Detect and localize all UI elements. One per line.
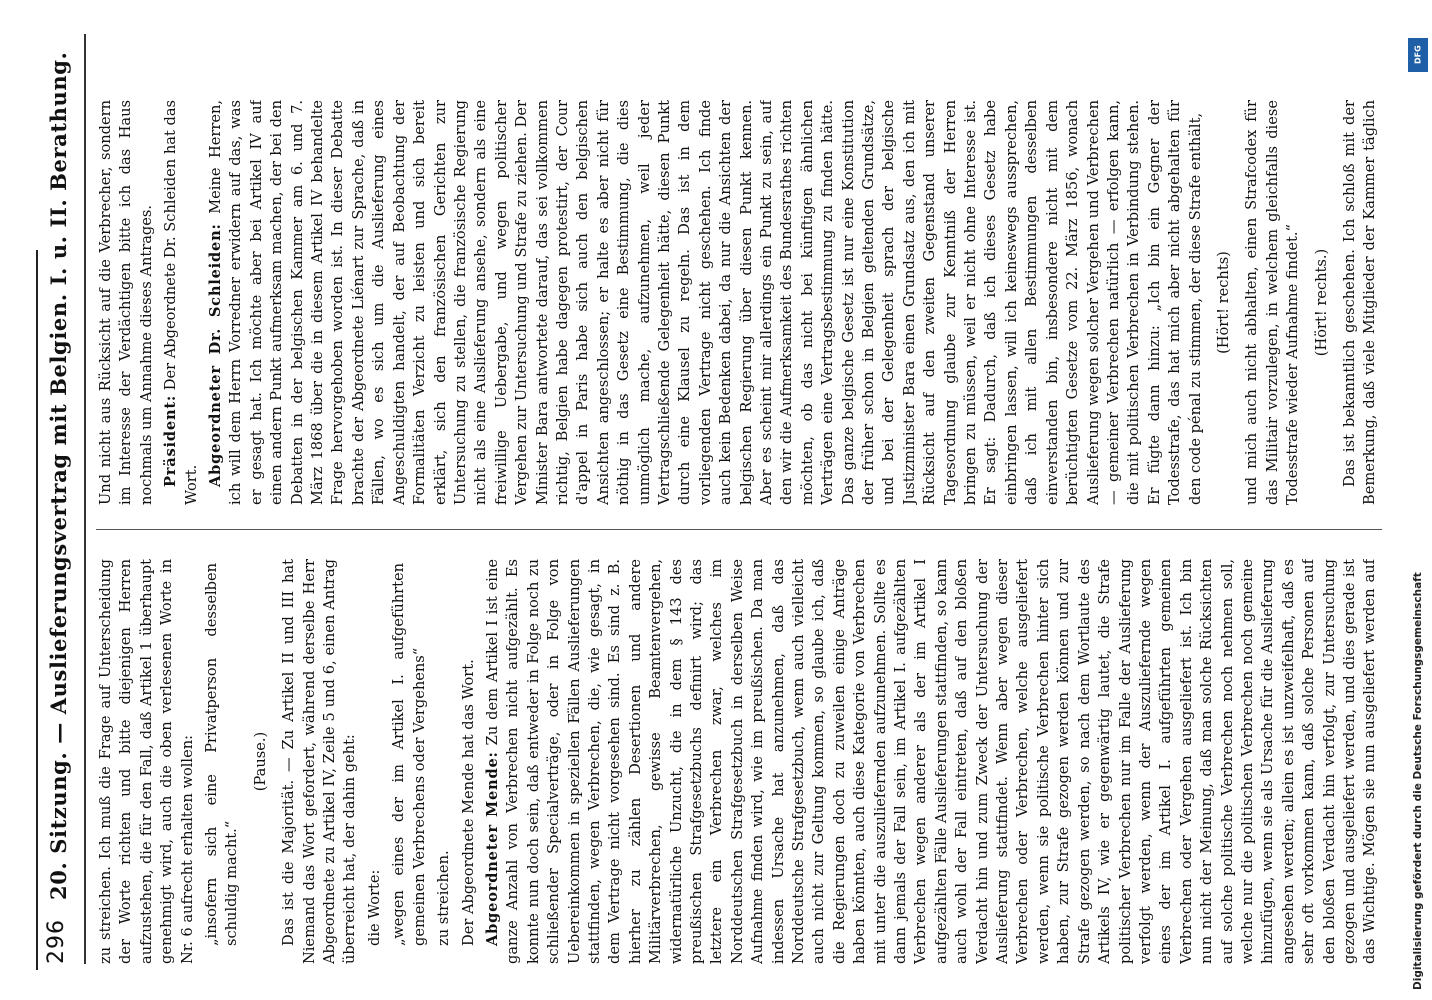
speech-paragraph <box>161 100 202 505</box>
right-column <box>96 100 1382 505</box>
speech-text: Zu dem Artikel I ist eine ganze Anzahl von Verbrechen nicht aufgezählt. Es konnte nun doch sein, daß entweder in Folge noch zu schließender Specialverträge, oder in Folge von Uebereinkommen in speziellen Fällen Auslieferungen stattfinden, wegen Verbrechen, die, wie gesagt, in dem Vertrage nicht vorgesehen sind. Es sind z. B. hierher zu zählen Desertionen und andere Militärverbrechen, gewisse Beamtenvergehen, widernatürliche Unzucht, die in dem § 143 des preußischen Strafgesetzbuchs definirt wird; das letztere ein Verbrechen zwar, welches im Norddeutschen Strafgesetzbuch in derselben Weise Aufnahme finden wird, wie im preußischen. Da man indessen Ursache hat anzunehmen, daß das Norddeutsche Strafgesetzbuch, wenn auch vielleicht auch nicht zur Geltung kommen, so glaube ich, daß die Regierungen doch zu zuweilen einige Anträge haben könnten, auch diese Kategorie von Verbrechen mit unter die auszuliefernden aufzunehmen. Sollte es dann jemals der Fall sein, im Artikel I. aufgezählten Verbrechen wegen anderer als der im Artikel I aufgezählten Fälle Auslieferungen stattfinden, so kann auch wohl der Fall eintreten, daß auf den bloßen Verdacht hin und zum Zweck der Untersuchung der Auslieferung stattfindet. Wenn aber wegen dieser Verbrechen oder Verbrechen, welche ausgeliefert werden, wenn sie politische Verbrechen hinter sich haben, zur Strafe gezogen werden können und zur Strafe gezogen werden, so nach dem Wortlaute des Artikels IV, wie er gegenwärtig lautet, die Strafe politischer Verbrechen nur im Falle der Auslieferung verfolgt werden, wenn der Auszuliefernde wegen eines der im Artikel I. aufgeführten gemeinen Verbrechen oder Vergehen ausgeliefert ist. Ich bin nun nicht der Meinung, daß man solche Rücksichten auf solche politische Verbrechen noch nehmen soll, welche nur die politischen Verbrechen noch gemeine hinzufügen, wenn sie als Ursache für die Auslieferung angesehen werden; allein es ist unzweifelhaft, daß es sehr oft vorkommen kann, daß solche Personen auf den bloßen Verdacht hin verfolgt, zur Untersuchung gezogen und ausgeliefert werden, und dies gerade ist das Wichtige. Mögen sie nun ausgeliefert werden auf <box>483 559 1379 964</box>
paragraph: die Worte: <box>365 869 383 946</box>
speaker-name: Präsident: <box>162 394 180 487</box>
header-rule <box>84 34 86 964</box>
stage-direction: (Pause.) <box>251 731 269 792</box>
top-rule <box>36 250 38 970</box>
stage-direction: (Hört! rechts.) <box>1312 248 1330 357</box>
paragraph: Das ist die Majorität. — Zu Artikel II und III hat Niemand das Wort gefordert, während derselbe Herr Abgeordnete zu Artikel IV, Zeile 5 und 6, einen Antrag überreicht hat, der dahin geht: <box>280 559 359 964</box>
speech-paragraph <box>206 100 1206 505</box>
quoted-text: „insofern sich eine Privatperson desselben schuldig macht.“ <box>203 563 241 946</box>
speech-text: Meine Herren, ich will dem Herrn Vorredner erwidern auf das, was er gesagt hat. Ich möchte aber bei Artikel IV auf einen andern Punkt aufmerksam machen, der bei den Debatten in der belgischen Kammer am 6. und 7. März 1868 über die in diesem Artikel IV behandelte Frage hervorgehoben worden ist. In dieser Debatte brachte der Abgeordnete Liénart zur Sprache, daß in Fällen, wo es sich um die Auslieferung eines Angeschuldigten handelt, der auf Beobachtung der Formalitäten Verzicht zu leisten und sich bereit erklärt, sich den französischen Gerichten zur Untersuchung zu stellen, die französische Regierung nicht als eine Auslieferung ansehe, sondern als eine freiwillige Uebergabe, und wegen politischer Vergehen zur Untersuchung und Strafe zu ziehen. Der Minister Bara antwortete darauf, das sei vollkommen richtig, Belgien habe dagegen protestirt, der Cour d'appel in Paris habe sich auch den belgischen Ansichten angeschlossen; er halte es aber nicht für nöthig in das Gesetz eine Bestimmung, die dies unmöglich mache, aufzunehmen, weil jeder Vertragschließende Gelegenheit hätte, diesen Punkt durch eine Klausel zu regeln. Das ist in dem vorliegenden Vertrage nicht geschehen. Ich finde auch kein Bedenken dabei, da nur die Ansichten der belgischen Regierung über diesen Punkt kennen. Aber es scheint mir allerdings ein Punkt zu sein, auf den wir die Aufmerksamkeit des Bundesrathes richten möchten, ob das nicht bei künftigen ähnlichen Verträgen eine Vertragsbestimmung zu finden hätte. Das ganze belgische Gesetz ist nur eine Konstitution der früher schon in Belgien geltenden Grundsätze, und bei der Gelegenheit sprach der belgische Justizminister Bara einen Grundsatz aus, den ich mit Rücksicht auf den zweiten Gegenstand unserer Tagesordnung glaube zur Kenntniß der Herren bringen zu müssen, weil er nicht ohne Interesse ist. Er sagt: Dadurch, daß ich dieses Gesetz habe einbringen lassen, will ich keineswegs aussprechen, daß ich mit allen Bestimmungen desselben einverstanden bin, insbesondere nicht mit dem berüchtigten Gesetze vom 22. März 1856, wonach Auslieferung wegen solcher Vergehen und Verbrechen — gemeiner Verbrechen natürlich — erfolgen kann, die mit politischen Verbrechen in Verbindung stehen. Er fügte dann hinzu: „Ich bin ein Gegner der Todesstrafe, das hat mich aber nicht abgehalten für den code pénal zu stimmen, der diese Strafe enthält, <box>207 100 1204 505</box>
paragraph: zu streichen. Ich muß die Frage auf Unterscheidung der Worte richten und bitte diejenigen Herren aufzustehen, die für den Fall, daß Artikel 1 überhaupt genehmigt wird, auch die oben verlesenen Worte in Nr. 6 aufrecht erhalten wollen: <box>97 559 196 964</box>
digitization-note: Digitalisierung gefördert durch die Deutsche Forschungsgemeinschaft <box>1412 572 1424 990</box>
page-header <box>44 34 82 964</box>
page-number: 296 <box>44 919 69 964</box>
running-title: 20. Sitzung. — Auslieferungsvertrag mit Belgien. I. u. II. Berathung. <box>46 51 71 900</box>
stage-direction: (Hört! rechts) <box>1214 251 1232 354</box>
speech-paragraph <box>483 559 1382 964</box>
dfg-logo: DFG <box>1408 38 1428 72</box>
quoted-text: „wegen eines der im Artikel I. aufgeführten gemeinen Verbrechens oder Vergehens“ <box>390 563 428 946</box>
left-column <box>96 559 1382 964</box>
speaker-name: Abgeordneter Mende: <box>483 751 501 946</box>
speech-text: Der Abgeordnete Dr. Schleiden hat das Wort. <box>162 100 200 505</box>
column-divider <box>96 529 1382 530</box>
paragraph: zu streichen. <box>435 850 453 946</box>
speaker-name: Abgeordneter Dr. Schleiden: <box>207 223 225 487</box>
paragraph: Und nicht aus Rücksicht auf die Verbrecher, sondern im Interesse der Verdächtigen bitte ich das Haus nochmals um Annahme dieses Antrages. <box>97 100 155 505</box>
paragraph: Der Abgeordnete Mende hat das Wort. <box>459 659 477 946</box>
paragraph: und mich auch nicht abhalten, einen Strafcodex für das Militair vorzulegen, in welchem gleichfalls diese Todesstrafe wieder Aufnahme findet.“ <box>1243 100 1302 505</box>
paragraph: Das ist bekanntlich geschehen. Ich schloß mit der Bemerkung, daß viele Mitglieder der Kammer täglich <box>1340 100 1379 505</box>
